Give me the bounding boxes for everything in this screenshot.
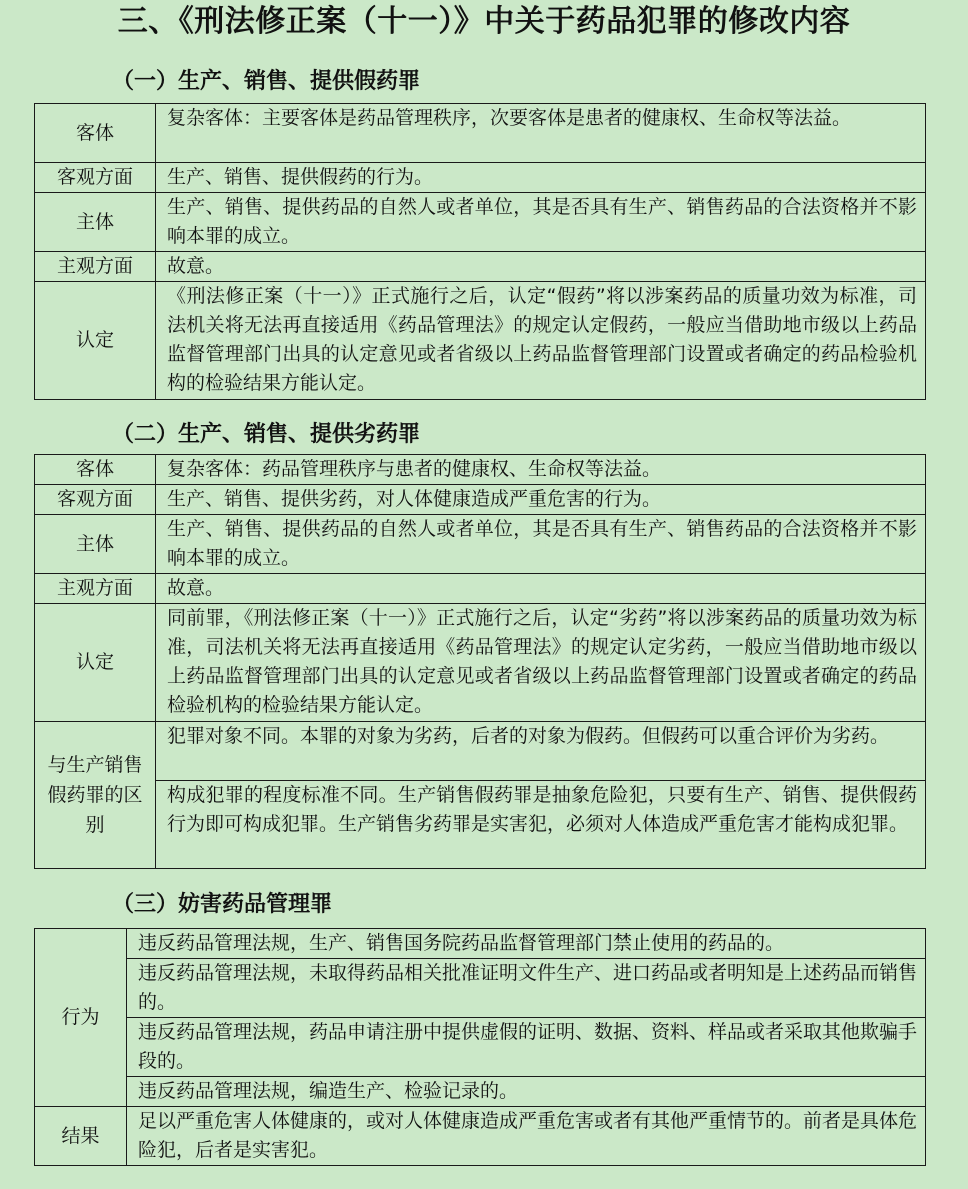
table-row [35, 604, 926, 722]
table-row [35, 282, 926, 400]
row-label: 主观方面 [35, 574, 156, 604]
section-heading-drug-management: （三）妨害药品管理罪 [112, 892, 333, 917]
table-row [35, 1018, 926, 1077]
row-content: 《刑法修正案（十一）》正式施行之后，认定“假药”将以涉案药品的质量功效为标准，司法机关将无法再直接适用《药品管理法》的规定认定假药，一般应当借助地市级以上药品监督管理部门出具的认定意见或者省级以上药品监督管理部门设置或者确定的药品检验机构的检验结果方能认定。 [156, 282, 926, 400]
table-row [35, 722, 926, 781]
table-row [35, 193, 926, 252]
table-row [35, 781, 926, 869]
row-label: 认定 [35, 604, 156, 722]
row-label: 客体 [35, 104, 156, 163]
row-label: 主体 [35, 193, 156, 252]
row-label: 客体 [35, 455, 156, 485]
row-label: 主观方面 [35, 252, 156, 282]
table-row [35, 104, 926, 163]
row-label: 与生产销售假药罪的区别 [35, 722, 156, 869]
table-row [35, 252, 926, 282]
row-label: 客观方面 [35, 163, 156, 193]
drug-management-table [34, 928, 926, 1166]
table-row [35, 163, 926, 193]
row-content: 生产、销售、提供劣药，对人体健康造成严重危害的行为。 [156, 485, 926, 515]
row-content: 违反药品管理法规，生产、销售国务院药品监督管理部门禁止使用的药品的。 [127, 929, 926, 959]
table-row [35, 1077, 926, 1107]
row-content: 故意。 [156, 574, 926, 604]
row-content: 故意。 [156, 252, 926, 282]
table-row [35, 1107, 926, 1166]
row-content: 生产、销售、提供药品的自然人或者单位，其是否具有生产、销售药品的合法资格并不影响本罪的成立。 [156, 193, 926, 252]
row-label: 行为 [35, 929, 127, 1107]
row-label: 结果 [35, 1107, 127, 1166]
row-content: 生产、销售、提供药品的自然人或者单位，其是否具有生产、销售药品的合法资格并不影响本罪的成立。 [156, 515, 926, 574]
row-content: 复杂客体：药品管理秩序与患者的健康权、生命权等法益。 [156, 455, 926, 485]
row-content: 生产、销售、提供假药的行为。 [156, 163, 926, 193]
row-label: 客观方面 [35, 485, 156, 515]
row-content: 犯罪对象不同。本罪的对象为劣药，后者的对象为假药。但假药可以重合评价为劣药。 [156, 722, 926, 781]
row-content: 违反药品管理法规，未取得药品相关批准证明文件生产、进口药品或者明知是上述药品而销售的。 [127, 959, 926, 1018]
section-heading-fake-drugs: （一）生产、销售、提供假药罪 [112, 69, 421, 94]
row-label: 认定 [35, 282, 156, 400]
row-content: 违反药品管理法规，编造生产、检验记录的。 [127, 1077, 926, 1107]
table-row [35, 929, 926, 959]
section-heading-inferior-drugs: （二）生产、销售、提供劣药罪 [112, 422, 421, 447]
table-row [35, 574, 926, 604]
row-content: 复杂客体：主要客体是药品管理秩序，次要客体是患者的健康权、生命权等法益。 [156, 104, 926, 163]
table-row [35, 485, 926, 515]
row-label: 主体 [35, 515, 156, 574]
page-title: 三、《刑法修正案（十一）》中关于药品犯罪的修改内容 [117, 4, 851, 39]
inferior-drugs-table [34, 454, 926, 869]
table-row [35, 959, 926, 1018]
row-content: 违反药品管理法规，药品申请注册中提供虚假的证明、数据、资料、样品或者采取其他欺骗手段的。 [127, 1018, 926, 1077]
table-row [35, 455, 926, 485]
fake-drugs-table [34, 103, 926, 400]
table-row [35, 515, 926, 574]
row-content: 构成犯罪的程度标准不同。生产销售假药罪是抽象危险犯，只要有生产、销售、提供假药行为即可构成犯罪。生产销售劣药罪是实害犯，必须对人体造成严重危害才能构成犯罪。 [156, 781, 926, 869]
row-content: 同前罪，《刑法修正案（十一）》正式施行之后，认定“劣药”将以涉案药品的质量功效为标准，司法机关将无法再直接适用《药品管理法》的规定认定劣药，一般应当借助地市级以上药品监督管理部门出具的认定意见或者省级以上药品监督管理部门设置或者确定的药品检验机构的检验结果方能认定。 [156, 604, 926, 722]
row-content: 足以严重危害人体健康的，或对人体健康造成严重危害或者有其他严重情节的。前者是具体危险犯，后者是实害犯。 [127, 1107, 926, 1166]
